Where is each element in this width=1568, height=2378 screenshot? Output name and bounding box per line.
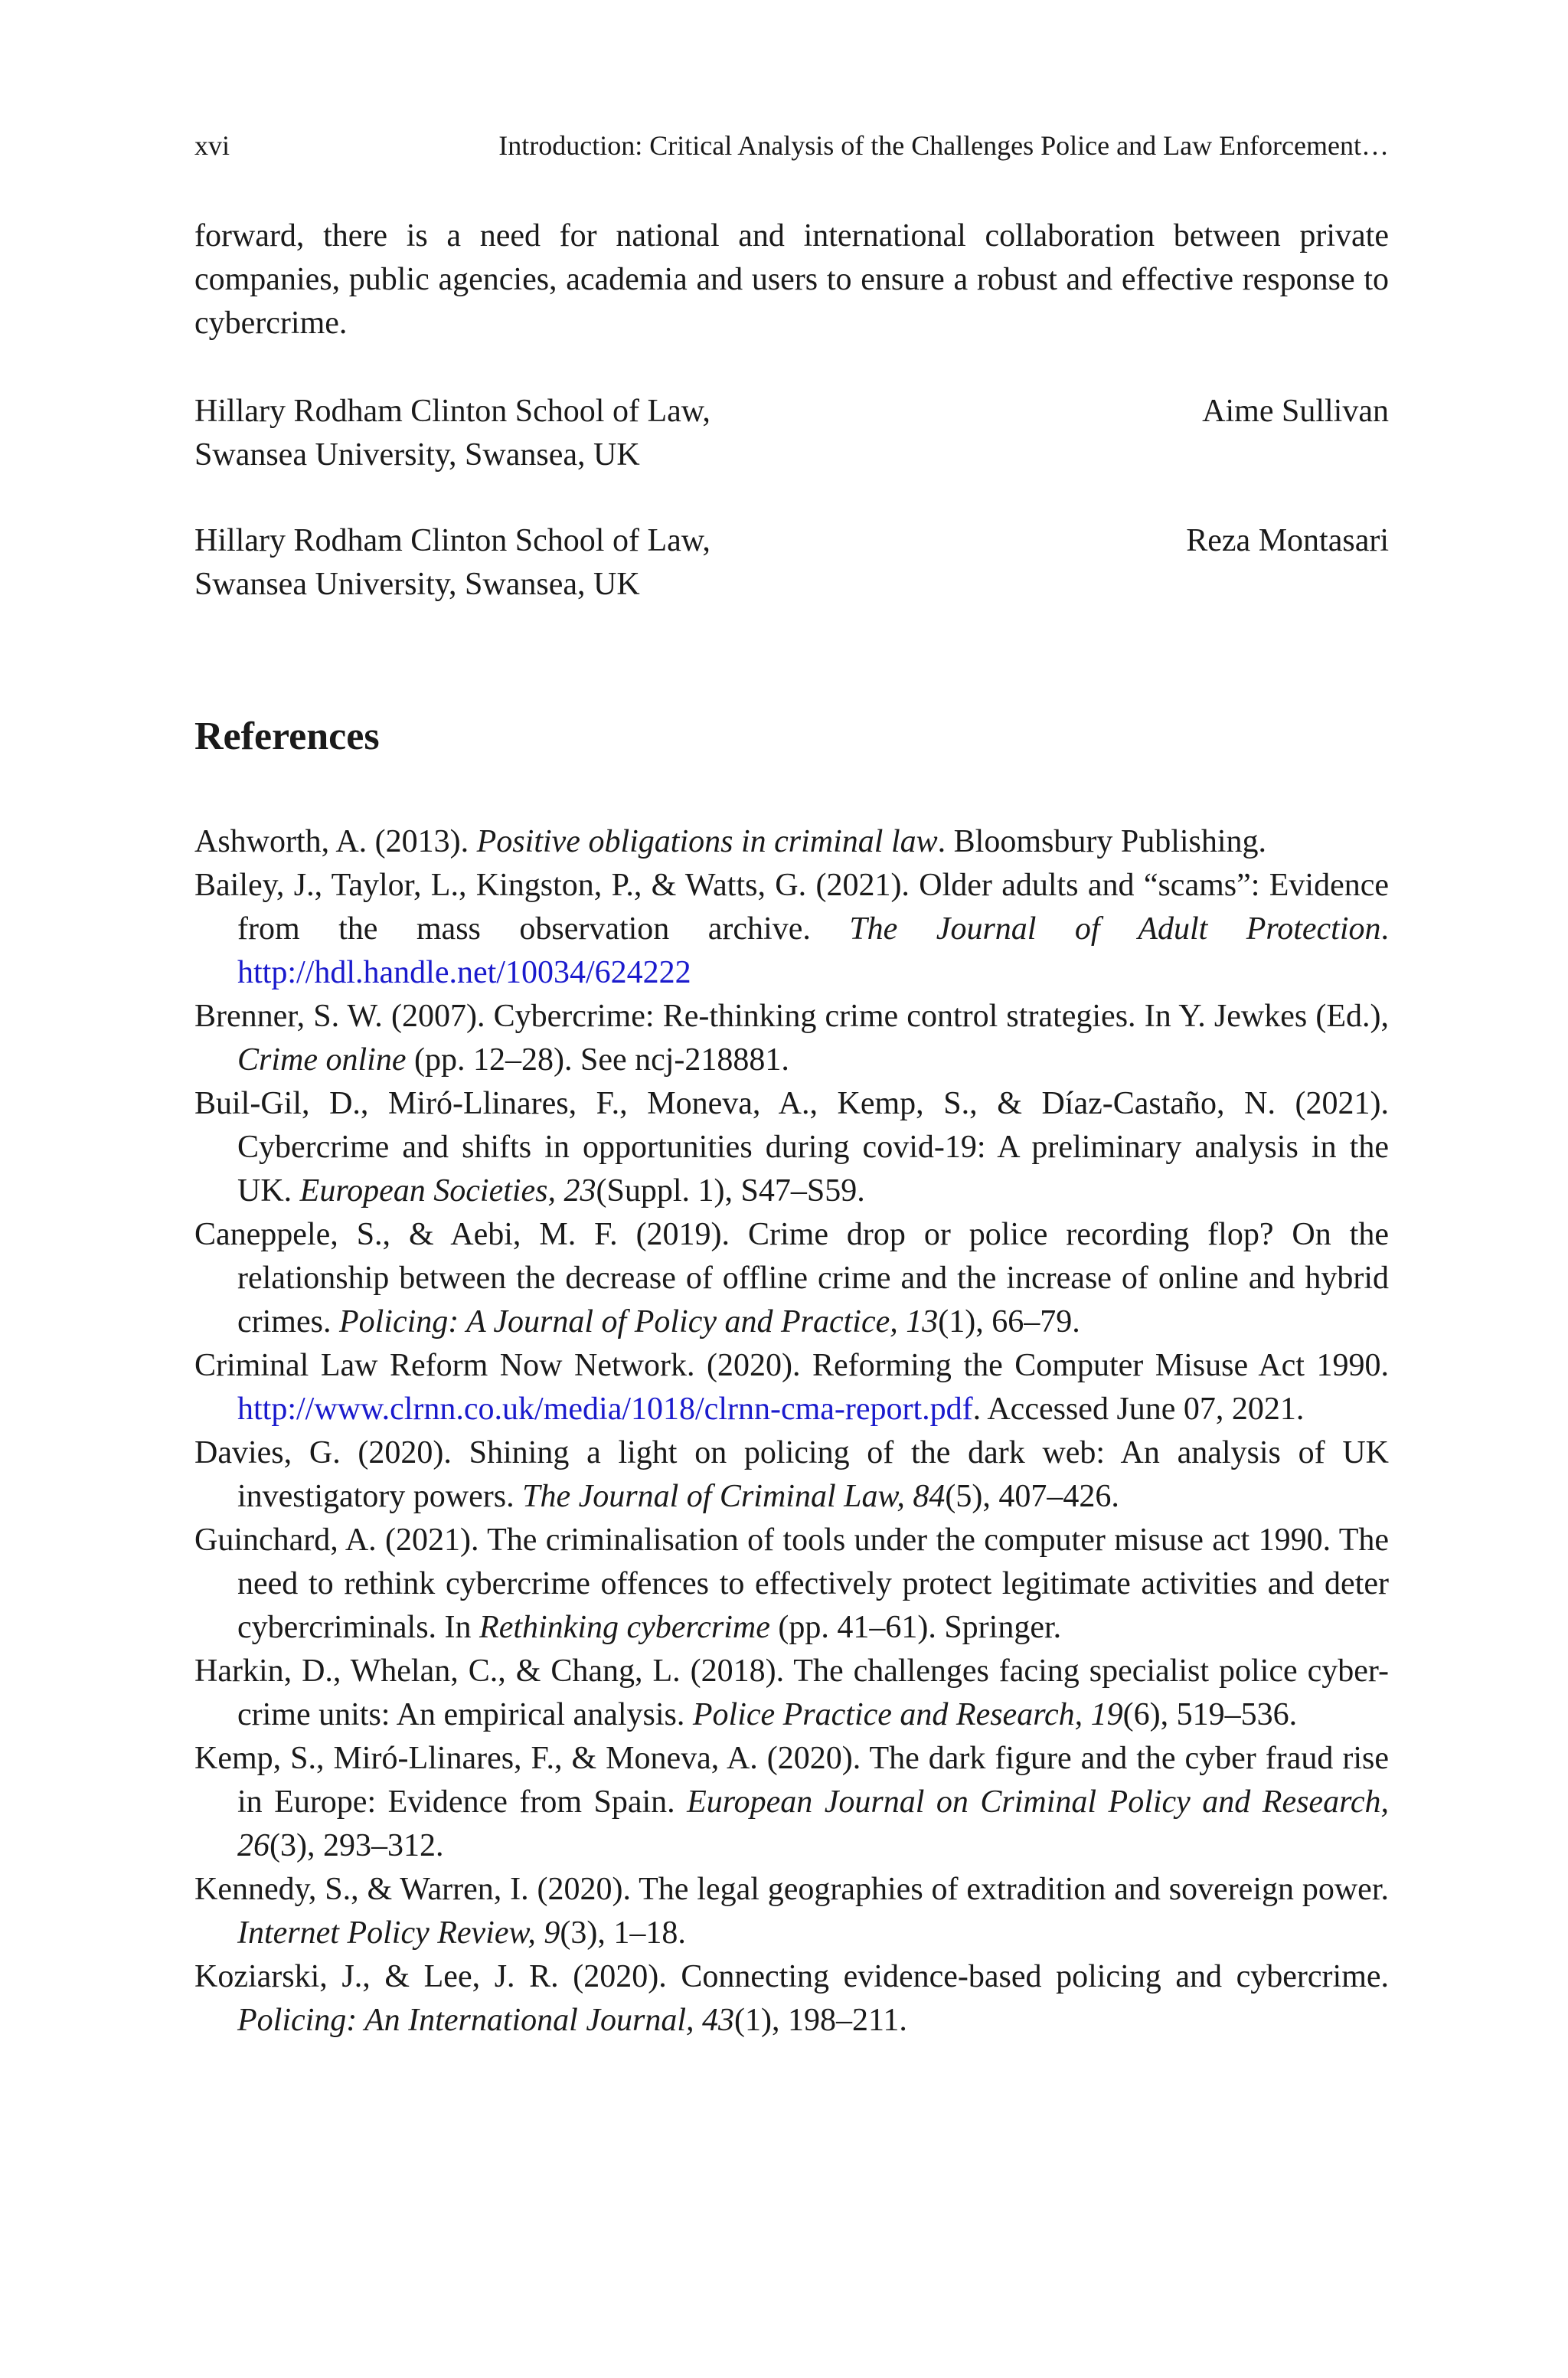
reference-text: (1), 66–79. [938, 1304, 1080, 1339]
reference-title: Rethinking cybercrime [479, 1610, 770, 1645]
reference-link[interactable]: http://hdl.handle.net/10034/624222 [237, 955, 691, 990]
reference-text: (5), 407–426. [945, 1479, 1119, 1514]
reference-entry [194, 1868, 1389, 1955]
affiliation-block [194, 390, 1389, 477]
reference-text: . Bloomsbury Publishing. [937, 824, 1267, 859]
reference-text: (1), 198–211. [734, 2003, 907, 2038]
reference-entry [194, 1650, 1389, 1737]
reference-title: The Journal of Criminal Law, 84 [522, 1479, 946, 1514]
reference-text: Buil-Gil, D., Miró-Llinares, F., Moneva, A., Kemp, S., & Díaz-Castaño, N. (2021). Cybercrime and shifts in opportunities during covid-19: A preliminary analysis in the UK. [194, 1086, 1389, 1209]
reference-title: Internet Policy Review, 9 [237, 1915, 560, 1951]
reference-text: Kemp, S., Miró-Llinares, F., & Moneva, A. (2020). The dark figure and the cyber fraud rise in Europe: Evidence from Spain. [194, 1741, 1389, 1820]
affiliation-line: Hillary Rodham Clinton School of Law, [194, 523, 710, 558]
reference-text: Guinchard, A. (2021). The criminalisation of tools under the computer misuse act 1990. The need to rethink cybercrime offences to effectively protect legitimate activities and deter cybercriminals. In [194, 1523, 1389, 1645]
reference-link[interactable]: http://www.clrnn.co.uk/media/1018/clrnn-cma-report.pdf [237, 1392, 973, 1427]
reference-entry [194, 1955, 1389, 2043]
reference-text: Davies, G. (2020). Shining a light on policing of the dark web: An analysis of UK investigatory powers. [194, 1435, 1389, 1514]
reference-entry [194, 1213, 1389, 1344]
affiliation-line: Hillary Rodham Clinton School of Law, [194, 394, 710, 429]
reference-text: . [1380, 911, 1389, 947]
reference-entry [194, 1344, 1389, 1431]
reference-entry [194, 864, 1389, 995]
author-name: Reza Montasari [1186, 523, 1389, 558]
reference-text: (pp. 41–61). Springer. [769, 1610, 1062, 1645]
author-name: Aime Sullivan [1202, 394, 1389, 429]
reference-title: Police Practice and Research, 19 [692, 1697, 1123, 1732]
reference-entry [194, 1082, 1389, 1213]
reference-text: Koziarski, J., & Lee, J. R. (2020). Connecting evidence-based policing and cybercrime. [194, 1959, 1389, 1994]
reference-text: Kennedy, S., & Warren, I. (2020). The legal geographies of extradition and sovereign power. [194, 1872, 1389, 1907]
affiliation-line: Swansea University, Swansea, UK [194, 567, 640, 602]
references-heading: References [194, 715, 380, 758]
reference-text: Brenner, S. W. (2007). Cybercrime: Re-thinking crime control strategies. In Y. Jewkes (Ed.), [194, 999, 1389, 1034]
reference-title: Crime online [237, 1042, 407, 1078]
running-title: Introduction: Critical Analysis of the Challenges Police and Law Enforcement… [498, 130, 1389, 161]
page-number: xvi [194, 130, 230, 161]
reference-title: European Societies, 23 [299, 1173, 596, 1209]
reference-text: Criminal Law Reform Now Network. (2020). Reforming the Computer Misuse Act 1990. [194, 1348, 1389, 1383]
reference-entry [194, 820, 1389, 864]
body-paragraph: forward, there is a need for national and international collaboration between private companies, public agencies, academia and users to ensure a robust and effective response to cybercrime. [194, 218, 1389, 341]
reference-text: (pp. 12–28). See ncj-218881. [406, 1042, 789, 1078]
reference-title: Policing: An International Journal, 43 [237, 2003, 734, 2038]
reference-text: Harkin, D., Whelan, C., & Chang, L. (2018). The challenges facing specialist police cyber-crime units: An empirical analysis. [194, 1653, 1389, 1732]
reference-text: (6), 519–536. [1122, 1697, 1298, 1732]
reference-entry [194, 1431, 1389, 1519]
reference-text: . Accessed June 07, 2021. [972, 1392, 1305, 1427]
reference-text: Caneppele, S., & Aebi, M. F. (2019). Crime drop or police recording flop? On the relationship between the decrease of offline crime and the increase of online and hybrid crimes. [194, 1217, 1389, 1339]
reference-entry [194, 1737, 1389, 1868]
reference-title: Positive obligations in criminal law [476, 824, 938, 859]
reference-text: Ashworth, A. (2013). [194, 824, 477, 859]
reference-text: (3), 1–18. [560, 1915, 686, 1951]
reference-entry [194, 995, 1389, 1082]
reference-text: Bailey, J., Taylor, L., Kingston, P., & Watts, G. (2021). Older adults and “scams”: Evidence from the mass observation archive. [194, 868, 1389, 947]
reference-title: European Journal on Criminal Policy and Research, 26 [237, 1784, 1390, 1863]
reference-text: (3), 293–312. [270, 1828, 444, 1863]
reference-title: The Journal of Adult Protection [849, 911, 1381, 947]
reference-title: Policing: A Journal of Policy and Practice, 13 [338, 1304, 939, 1339]
reference-entry [194, 1519, 1389, 1650]
affiliation-block [194, 519, 1389, 607]
affiliation-line: Swansea University, Swansea, UK [194, 437, 640, 473]
reference-list [194, 820, 1389, 2043]
reference-text: (Suppl. 1), S47–S59. [596, 1173, 865, 1209]
